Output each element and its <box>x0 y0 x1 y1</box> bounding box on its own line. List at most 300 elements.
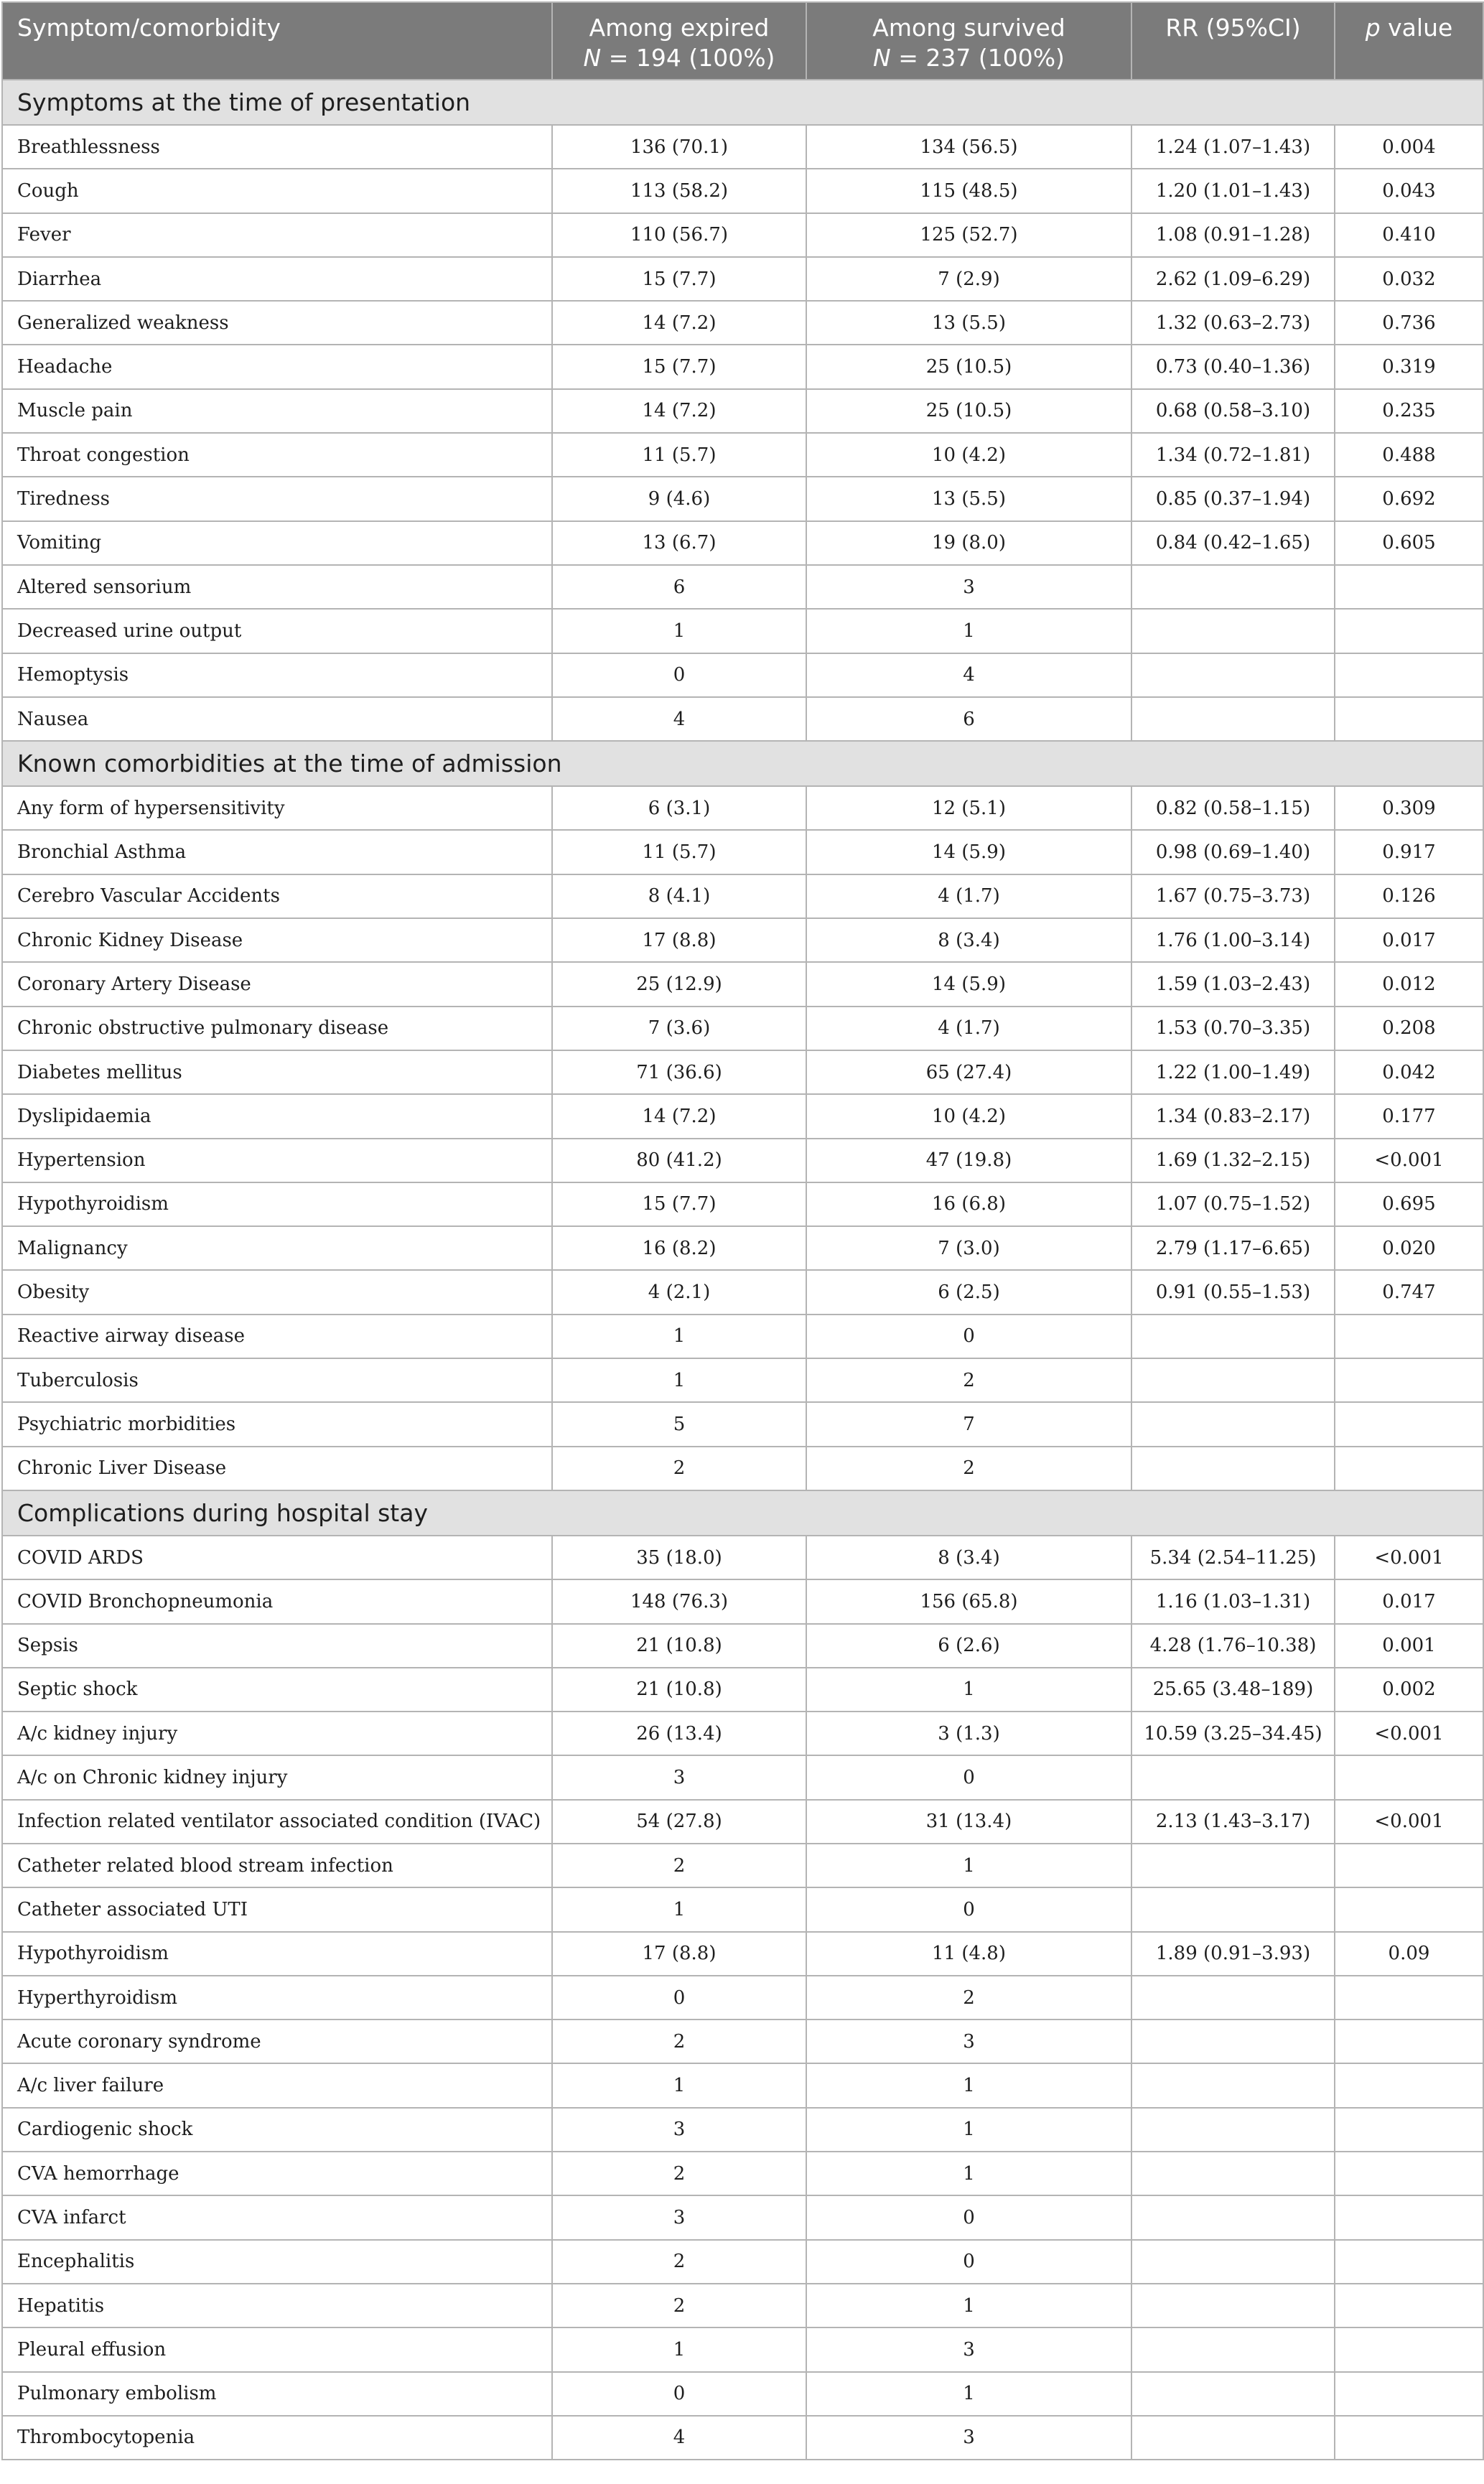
table-row <box>2 1402 1483 1446</box>
cell-survived: 156 (65.8) <box>806 1579 1131 1623</box>
table-row <box>2 2195 1483 2239</box>
cell-p-value <box>1335 2063 1483 2107</box>
cell-label: Hemoptysis <box>2 653 552 697</box>
cell-p-value <box>1335 2195 1483 2239</box>
cell-rr: 1.08 (0.91–1.28) <box>1131 213 1335 257</box>
cell-label: Generalized weakness <box>2 301 552 345</box>
cell-survived: 10 (4.2) <box>806 433 1131 477</box>
cell-label: Cough <box>2 169 552 213</box>
cell-p-value: 0.309 <box>1335 786 1483 830</box>
cell-label: Diarrhea <box>2 257 552 301</box>
cell-survived: 13 (5.5) <box>806 477 1131 520</box>
cell-expired: 5 <box>552 1402 806 1446</box>
table-row <box>2 874 1483 918</box>
table-row <box>2 1668 1483 1712</box>
cell-expired: 17 (8.8) <box>552 1932 806 1976</box>
cell-expired: 148 (76.3) <box>552 1579 806 1623</box>
cell-survived: 1 <box>806 2372 1131 2416</box>
cell-label: Muscle pain <box>2 389 552 433</box>
cell-rr: 1.22 (1.00–1.49) <box>1131 1050 1335 1094</box>
cell-expired: 13 (6.7) <box>552 521 806 565</box>
cell-survived: 12 (5.1) <box>806 786 1131 830</box>
cell-p-value <box>1335 1844 1483 1887</box>
table-row <box>2 169 1483 213</box>
cell-p-value <box>1335 1755 1483 1799</box>
cell-p-value: 0.017 <box>1335 1579 1483 1623</box>
table-row <box>2 1182 1483 1226</box>
cell-p-value: 0.410 <box>1335 213 1483 257</box>
cell-p-value <box>1335 2108 1483 2152</box>
cell-expired: 6 (3.1) <box>552 786 806 830</box>
cell-rr <box>1131 2020 1335 2063</box>
cell-p-value <box>1335 2152 1483 2195</box>
cell-expired: 1 <box>552 1315 806 1358</box>
cell-label: Any form of hypersensitivity <box>2 786 552 830</box>
cell-p-value <box>1335 2284 1483 2327</box>
cell-survived: 1 <box>806 2108 1131 2152</box>
cell-p-value: 0.747 <box>1335 1270 1483 1314</box>
cell-rr: 0.98 (0.69–1.40) <box>1131 830 1335 874</box>
cell-expired: 2 <box>552 2284 806 2327</box>
cell-label: Encephalitis <box>2 2240 552 2284</box>
cell-label: Throat congestion <box>2 433 552 477</box>
cell-survived: 7 <box>806 1402 1131 1446</box>
cell-survived: 0 <box>806 2240 1131 2284</box>
header-rr: RR (95%CI) <box>1131 2 1335 80</box>
cell-label: Cardiogenic shock <box>2 2108 552 2152</box>
table-row <box>2 257 1483 301</box>
table-row <box>2 2284 1483 2327</box>
cell-expired: 14 (7.2) <box>552 1094 806 1138</box>
cell-expired: 71 (36.6) <box>552 1050 806 1094</box>
cell-label: Sepsis <box>2 1624 552 1668</box>
cell-rr <box>1131 1844 1335 1887</box>
cell-rr <box>1131 1402 1335 1446</box>
cell-expired: 0 <box>552 2372 806 2416</box>
cell-p-value: 0.177 <box>1335 1094 1483 1138</box>
cell-p-value: 0.043 <box>1335 169 1483 213</box>
table-row <box>2 565 1483 609</box>
cell-survived: 6 <box>806 697 1131 741</box>
table-row <box>2 1755 1483 1799</box>
cell-label: A/c on Chronic kidney injury <box>2 1755 552 1799</box>
cell-expired: 11 (5.7) <box>552 433 806 477</box>
table-row <box>2 345 1483 388</box>
cell-p-value: 0.917 <box>1335 830 1483 874</box>
section-title: Known comorbidities at the time of admission <box>2 741 1483 786</box>
cell-survived: 25 (10.5) <box>806 389 1131 433</box>
cell-p-value <box>1335 1315 1483 1358</box>
table-row <box>2 1844 1483 1887</box>
cell-p-value: 0.235 <box>1335 389 1483 433</box>
cell-label: COVID ARDS <box>2 1536 552 1579</box>
section-title: Symptoms at the time of presentation <box>2 80 1483 125</box>
cell-label: Catheter associated UTI <box>2 1887 552 1931</box>
header-survived-n-value: = 237 (100%) <box>890 44 1065 72</box>
table-row <box>2 1624 1483 1668</box>
cell-rr: 0.73 (0.40–1.36) <box>1131 345 1335 388</box>
cell-survived: 10 (4.2) <box>806 1094 1131 1138</box>
cell-p-value <box>1335 1976 1483 2020</box>
cell-survived: 2 <box>806 1447 1131 1490</box>
cell-survived: 4 (1.7) <box>806 874 1131 918</box>
cell-p-value: 0.012 <box>1335 962 1483 1006</box>
cell-expired: 7 (3.6) <box>552 1007 806 1050</box>
cell-expired: 26 (13.4) <box>552 1712 806 1755</box>
cell-survived: 115 (48.5) <box>806 169 1131 213</box>
cell-expired: 80 (41.2) <box>552 1139 806 1182</box>
cell-label: Tiredness <box>2 477 552 520</box>
header-survived <box>806 2 1131 80</box>
cell-expired: 113 (58.2) <box>552 169 806 213</box>
cell-survived: 47 (19.8) <box>806 1139 1131 1182</box>
table-row <box>2 521 1483 565</box>
cell-label: COVID Bronchopneumonia <box>2 1579 552 1623</box>
cell-label: Pulmonary embolism <box>2 2372 552 2416</box>
table-row <box>2 1447 1483 1490</box>
cell-survived: 16 (6.8) <box>806 1182 1131 1226</box>
cell-p-value: 0.208 <box>1335 1007 1483 1050</box>
table-row <box>2 2240 1483 2284</box>
cell-label: Hypothyroidism <box>2 1182 552 1226</box>
cell-p-value: <0.001 <box>1335 1139 1483 1182</box>
cell-rr: 2.62 (1.09–6.29) <box>1131 257 1335 301</box>
cell-rr <box>1131 1447 1335 1490</box>
cell-label: Fever <box>2 213 552 257</box>
cell-expired: 4 <box>552 2416 806 2460</box>
cell-label: Chronic Kidney Disease <box>2 918 552 962</box>
cell-survived: 1 <box>806 1844 1131 1887</box>
cell-rr: 0.68 (0.58–3.10) <box>1131 389 1335 433</box>
cell-p-value: 0.032 <box>1335 257 1483 301</box>
table-row <box>2 2108 1483 2152</box>
cell-rr <box>1131 1755 1335 1799</box>
cell-rr: 5.34 (2.54–11.25) <box>1131 1536 1335 1579</box>
table-row <box>2 1270 1483 1314</box>
table-row <box>2 1800 1483 1844</box>
cell-label: Chronic Liver Disease <box>2 1447 552 1490</box>
cell-survived: 1 <box>806 1668 1131 1712</box>
cell-rr: 1.76 (1.00–3.14) <box>1131 918 1335 962</box>
section-header-row <box>2 80 1483 125</box>
cell-survived: 8 (3.4) <box>806 1536 1131 1579</box>
table-row <box>2 1050 1483 1094</box>
cell-rr <box>1131 2416 1335 2460</box>
table-row <box>2 1139 1483 1182</box>
cell-survived: 4 <box>806 653 1131 697</box>
cell-p-value <box>1335 609 1483 653</box>
cell-label: Hypothyroidism <box>2 1932 552 1976</box>
cell-rr <box>1131 1887 1335 1931</box>
cell-label: Decreased urine output <box>2 609 552 653</box>
cell-expired: 21 (10.8) <box>552 1624 806 1668</box>
cell-expired: 1 <box>552 2063 806 2107</box>
table-row <box>2 830 1483 874</box>
cell-expired: 0 <box>552 653 806 697</box>
cell-expired: 0 <box>552 1976 806 2020</box>
cell-p-value: 0.692 <box>1335 477 1483 520</box>
cell-survived: 2 <box>806 1976 1131 2020</box>
header-expired-n-value: = 194 (100%) <box>601 44 775 72</box>
cell-expired: 14 (7.2) <box>552 389 806 433</box>
cell-rr: 4.28 (1.76–10.38) <box>1131 1624 1335 1668</box>
cell-expired: 3 <box>552 2195 806 2239</box>
header-expired-title: Among expired <box>589 14 770 42</box>
cell-p-value <box>1335 2240 1483 2284</box>
cell-rr <box>1131 2195 1335 2239</box>
table-row <box>2 2416 1483 2460</box>
cell-expired: 110 (56.7) <box>552 213 806 257</box>
cell-survived: 3 <box>806 2416 1131 2460</box>
cell-p-value: 0.001 <box>1335 1624 1483 1668</box>
cell-expired: 25 (12.9) <box>552 962 806 1006</box>
cell-p-value: 0.017 <box>1335 918 1483 962</box>
header-p-value <box>1335 2 1483 80</box>
table-row <box>2 1358 1483 1402</box>
cell-expired: 54 (27.8) <box>552 1800 806 1844</box>
cell-expired: 1 <box>552 1887 806 1931</box>
cell-survived: 4 (1.7) <box>806 1007 1131 1050</box>
cell-expired: 17 (8.8) <box>552 918 806 962</box>
cell-survived: 14 (5.9) <box>806 962 1131 1006</box>
table-row <box>2 697 1483 741</box>
header-p-symbol: p <box>1365 14 1381 42</box>
cell-expired: 9 (4.6) <box>552 477 806 520</box>
cell-label: Headache <box>2 345 552 388</box>
cell-expired: 3 <box>552 2108 806 2152</box>
cell-rr: 1.89 (0.91–3.93) <box>1131 1932 1335 1976</box>
cell-p-value <box>1335 565 1483 609</box>
table-row <box>2 2020 1483 2063</box>
cell-survived: 14 (5.9) <box>806 830 1131 874</box>
cell-rr: 0.82 (0.58–1.15) <box>1131 786 1335 830</box>
cell-label: Chronic obstructive pulmonary disease <box>2 1007 552 1050</box>
cell-survived: 1 <box>806 2063 1131 2107</box>
cell-label: Hyperthyroidism <box>2 1976 552 2020</box>
cell-survived: 3 <box>806 565 1131 609</box>
cell-p-value: 0.488 <box>1335 433 1483 477</box>
cell-survived: 7 (3.0) <box>806 1226 1131 1270</box>
cell-label: Bronchial Asthma <box>2 830 552 874</box>
cell-p-value: 0.605 <box>1335 521 1483 565</box>
cell-survived: 3 <box>806 2327 1131 2371</box>
cell-survived: 125 (52.7) <box>806 213 1131 257</box>
cell-p-value <box>1335 1402 1483 1446</box>
table-row <box>2 962 1483 1006</box>
cell-p-value: <0.001 <box>1335 1712 1483 1755</box>
cell-rr <box>1131 2152 1335 2195</box>
cell-expired: 1 <box>552 1358 806 1402</box>
cell-survived: 3 <box>806 2020 1131 2063</box>
cell-label: Psychiatric morbidities <box>2 1402 552 1446</box>
comorbidity-table <box>1 1 1484 2460</box>
table-row <box>2 2327 1483 2371</box>
header-survived-n-symbol: N <box>873 44 891 72</box>
cell-survived: 1 <box>806 2152 1131 2195</box>
cell-label: Reactive airway disease <box>2 1315 552 1358</box>
cell-p-value <box>1335 2416 1483 2460</box>
cell-p-value <box>1335 1887 1483 1931</box>
cell-survived: 8 (3.4) <box>806 918 1131 962</box>
cell-label: Cerebro Vascular Accidents <box>2 874 552 918</box>
table-row <box>2 918 1483 962</box>
table-row <box>2 1712 1483 1755</box>
cell-expired: 2 <box>552 1447 806 1490</box>
cell-label: Obesity <box>2 1270 552 1314</box>
cell-expired: 35 (18.0) <box>552 1536 806 1579</box>
table-row <box>2 2372 1483 2416</box>
cell-expired: 2 <box>552 2240 806 2284</box>
cell-survived: 6 (2.5) <box>806 1270 1131 1314</box>
cell-rr <box>1131 1976 1335 2020</box>
cell-survived: 1 <box>806 2284 1131 2327</box>
cell-rr: 0.84 (0.42–1.65) <box>1131 521 1335 565</box>
cell-rr: 1.32 (0.63–2.73) <box>1131 301 1335 345</box>
cell-p-value: 0.09 <box>1335 1932 1483 1976</box>
cell-rr <box>1131 2372 1335 2416</box>
cell-rr: 2.13 (1.43–3.17) <box>1131 1800 1335 1844</box>
cell-survived: 3 (1.3) <box>806 1712 1131 1755</box>
table-row <box>2 653 1483 697</box>
cell-rr <box>1131 2108 1335 2152</box>
header-survived-title: Among survived <box>872 14 1065 42</box>
table-row <box>2 301 1483 345</box>
cell-rr: 25.65 (3.48–189) <box>1131 1668 1335 1712</box>
section-header-row <box>2 741 1483 786</box>
cell-survived: 25 (10.5) <box>806 345 1131 388</box>
cell-rr <box>1131 1358 1335 1402</box>
cell-expired: 4 (2.1) <box>552 1270 806 1314</box>
cell-label: Malignancy <box>2 1226 552 1270</box>
cell-survived: 0 <box>806 2195 1131 2239</box>
cell-rr <box>1131 609 1335 653</box>
cell-expired: 1 <box>552 2327 806 2371</box>
cell-label: Vomiting <box>2 521 552 565</box>
cell-label: Catheter related blood stream infection <box>2 1844 552 1887</box>
table-row <box>2 1536 1483 1579</box>
cell-rr <box>1131 2284 1335 2327</box>
cell-p-value: 0.004 <box>1335 125 1483 169</box>
cell-label: Diabetes mellitus <box>2 1050 552 1094</box>
header-expired-n <box>564 43 794 73</box>
table-row <box>2 1887 1483 1931</box>
table-row <box>2 1579 1483 1623</box>
cell-expired: 15 (7.7) <box>552 1182 806 1226</box>
cell-survived: 11 (4.8) <box>806 1932 1131 1976</box>
table-header <box>2 2 1483 80</box>
cell-survived: 6 (2.6) <box>806 1624 1131 1668</box>
cell-p-value <box>1335 2372 1483 2416</box>
cell-rr: 1.34 (0.83–2.17) <box>1131 1094 1335 1138</box>
cell-p-value: 0.695 <box>1335 1182 1483 1226</box>
cell-rr: 1.20 (1.01–1.43) <box>1131 169 1335 213</box>
cell-label: Hepatitis <box>2 2284 552 2327</box>
section-header-row <box>2 1490 1483 1536</box>
table-row <box>2 1932 1483 1976</box>
cell-rr: 1.07 (0.75–1.52) <box>1131 1182 1335 1226</box>
cell-label: Hypertension <box>2 1139 552 1182</box>
cell-expired: 3 <box>552 1755 806 1799</box>
cell-rr <box>1131 1315 1335 1358</box>
cell-expired: 4 <box>552 697 806 741</box>
cell-rr: 0.91 (0.55–1.53) <box>1131 1270 1335 1314</box>
cell-survived: 0 <box>806 1755 1131 1799</box>
cell-rr <box>1131 2240 1335 2284</box>
cell-rr: 1.67 (0.75–3.73) <box>1131 874 1335 918</box>
cell-rr: 2.79 (1.17–6.65) <box>1131 1226 1335 1270</box>
cell-rr: 0.85 (0.37–1.94) <box>1131 477 1335 520</box>
cell-rr: 1.69 (1.32–2.15) <box>1131 1139 1335 1182</box>
header-expired-n-symbol: N <box>583 44 602 72</box>
cell-survived: 134 (56.5) <box>806 125 1131 169</box>
cell-survived: 0 <box>806 1887 1131 1931</box>
cell-rr: 1.53 (0.70–3.35) <box>1131 1007 1335 1050</box>
table-row <box>2 1094 1483 1138</box>
table-row <box>2 389 1483 433</box>
cell-rr <box>1131 2327 1335 2371</box>
cell-label: Pleural effusion <box>2 2327 552 2371</box>
cell-expired: 6 <box>552 565 806 609</box>
table-row <box>2 2152 1483 2195</box>
cell-label: CVA infarct <box>2 2195 552 2239</box>
cell-rr: 1.16 (1.03–1.31) <box>1131 1579 1335 1623</box>
cell-rr <box>1131 697 1335 741</box>
cell-p-value: 0.736 <box>1335 301 1483 345</box>
cell-rr: 1.59 (1.03–2.43) <box>1131 962 1335 1006</box>
table-row <box>2 433 1483 477</box>
cell-p-value <box>1335 653 1483 697</box>
cell-p-value <box>1335 1447 1483 1490</box>
table-row <box>2 477 1483 520</box>
cell-expired: 136 (70.1) <box>552 125 806 169</box>
cell-survived: 65 (27.4) <box>806 1050 1131 1094</box>
cell-expired: 11 (5.7) <box>552 830 806 874</box>
cell-label: A/c liver failure <box>2 2063 552 2107</box>
cell-label: Coronary Artery Disease <box>2 962 552 1006</box>
cell-survived: 1 <box>806 609 1131 653</box>
cell-p-value: 0.126 <box>1335 874 1483 918</box>
table-row <box>2 609 1483 653</box>
cell-rr: 1.24 (1.07–1.43) <box>1131 125 1335 169</box>
cell-p-value: <0.001 <box>1335 1800 1483 1844</box>
table-body <box>2 80 1483 2460</box>
cell-survived: 7 (2.9) <box>806 257 1131 301</box>
header-symptom: Symptom/comorbidity <box>2 2 552 80</box>
cell-expired: 2 <box>552 1844 806 1887</box>
table-row <box>2 2063 1483 2107</box>
cell-survived: 2 <box>806 1358 1131 1402</box>
cell-survived: 31 (13.4) <box>806 1800 1131 1844</box>
header-expired <box>552 2 806 80</box>
cell-survived: 0 <box>806 1315 1131 1358</box>
cell-expired: 14 (7.2) <box>552 301 806 345</box>
cell-expired: 15 (7.7) <box>552 345 806 388</box>
cell-label: Acute coronary syndrome <box>2 2020 552 2063</box>
cell-p-value <box>1335 697 1483 741</box>
cell-label: Infection related ventilator associated condition (IVAC) <box>2 1800 552 1844</box>
table-row <box>2 1315 1483 1358</box>
cell-expired: 21 (10.8) <box>552 1668 806 1712</box>
cell-p-value: 0.042 <box>1335 1050 1483 1094</box>
cell-p-value: 0.002 <box>1335 1668 1483 1712</box>
section-title: Complications during hospital stay <box>2 1490 1483 1536</box>
table-row <box>2 1976 1483 2020</box>
cell-survived: 19 (8.0) <box>806 521 1131 565</box>
cell-expired: 8 (4.1) <box>552 874 806 918</box>
table-row <box>2 1007 1483 1050</box>
cell-label: Altered sensorium <box>2 565 552 609</box>
cell-label: Septic shock <box>2 1668 552 1712</box>
